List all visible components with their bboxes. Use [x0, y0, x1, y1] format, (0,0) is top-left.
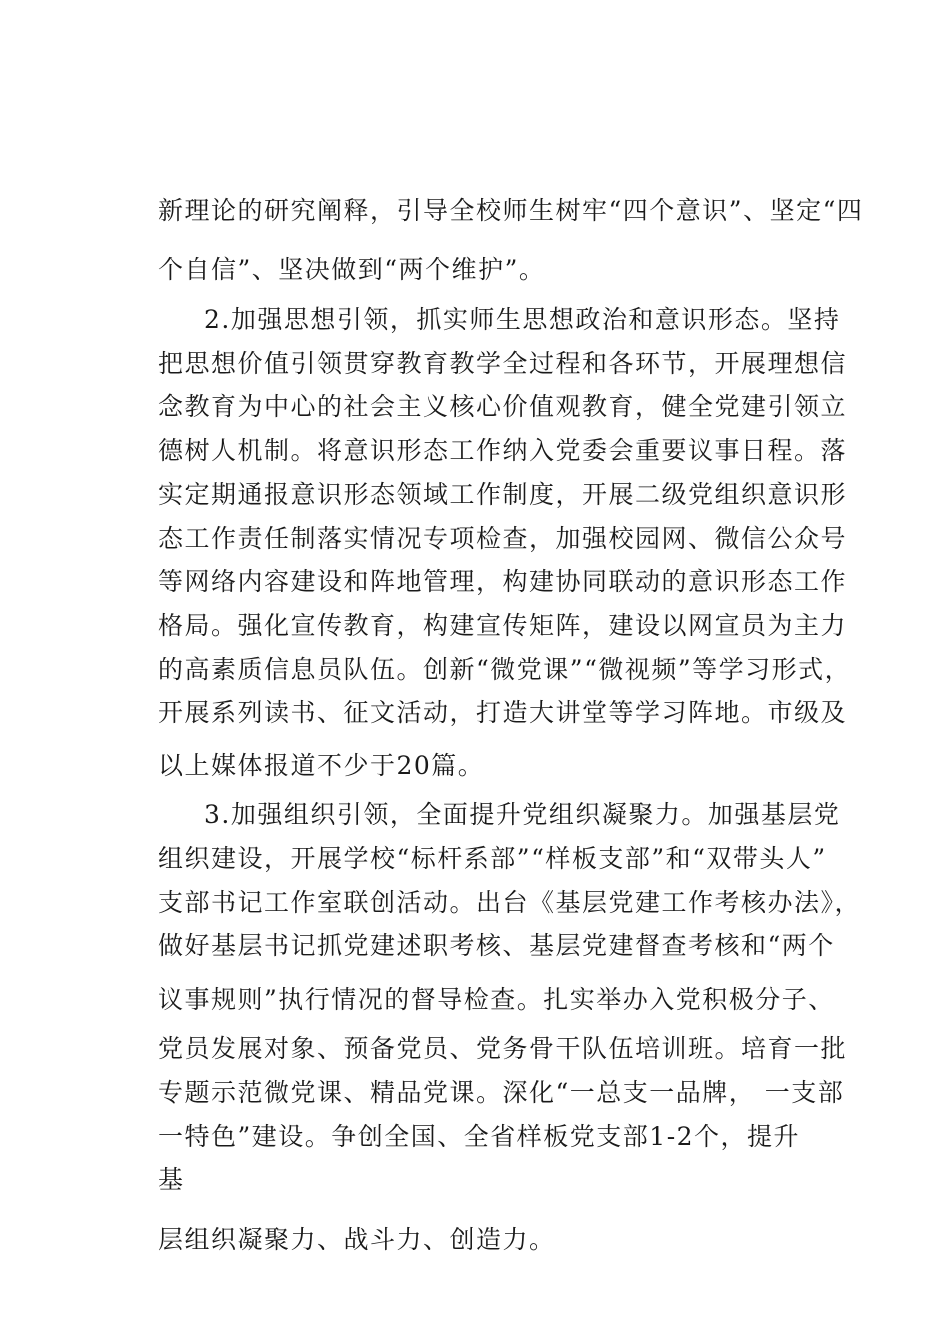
paragraph-2-start: 2.加强思想引领，抓实师生思想政治和意识形态。坚持: [204, 305, 841, 334]
paragraph-3-start: 3.加强组织引领，全面提升党组织凝聚力。加强基层党: [204, 800, 841, 829]
text-line: 念教育为中心的社会主义核心价值观教育，健全党建引领立: [158, 392, 848, 421]
text-line: 实定期通报意识形态领域工作制度，开展二级党组织意识形: [158, 480, 848, 509]
text-line: 把思想价值引领贯穿教育教学全过程和各环节，开展理想信: [158, 349, 848, 378]
text-line: 德树人机制。将意识形态工作纳入党委会重要议事日程。落: [158, 436, 848, 465]
text-line: 党员发展对象、预备党员、党务骨干队伍培训班。培育一批: [158, 1034, 848, 1063]
text-line: 议事规则”执行情况的督导检查。扎实举办入党积极分子、: [158, 985, 835, 1014]
text-line: 以上媒体报道不少于20篇。: [158, 751, 485, 780]
text-line: 等网络内容建设和阵地管理，构建协同联动的意识形态工作: [158, 567, 848, 596]
text-line: 组织建设，开展学校“标杆系部”“样板支部”和“双带头人”: [158, 844, 827, 873]
text-line: 支部书记工作室联创活动。出台《基层党建工作考核办法》，: [158, 888, 862, 917]
text-line: 一特色”建设。争创全国、全省样板党支部1-2个，提升: [158, 1122, 801, 1151]
text-line: 层组织凝聚力、战斗力、创造力。: [158, 1225, 556, 1254]
text-line: 态工作责任制落实情况专项检查，加强校园网、微信公众号: [158, 524, 848, 553]
text-line: 做好基层书记抓党建述职考核、基层党建督查考核和“两个: [158, 931, 835, 960]
text-line: 的高素质信息员队伍。创新“微党课”“微视频”等学习形式，: [158, 655, 852, 684]
text-line: 个自信”、坚决做到“两个维护”。: [158, 255, 546, 284]
text-line: 基: [158, 1165, 185, 1194]
text-line: 开展系列读书、征文活动，打造大讲堂等学习阵地。市级及: [158, 698, 848, 727]
text-line: 专题示范微党课、精品党课。深化“一总支一品牌， 一支部: [158, 1078, 845, 1107]
text-line: 格局。强化宣传教育，构建宣传矩阵，建设以网宣员为主力: [158, 611, 848, 640]
text-line: 新理论的研究阐释，引导全校师生树牢“四个意识”、坚定“四: [158, 196, 864, 225]
